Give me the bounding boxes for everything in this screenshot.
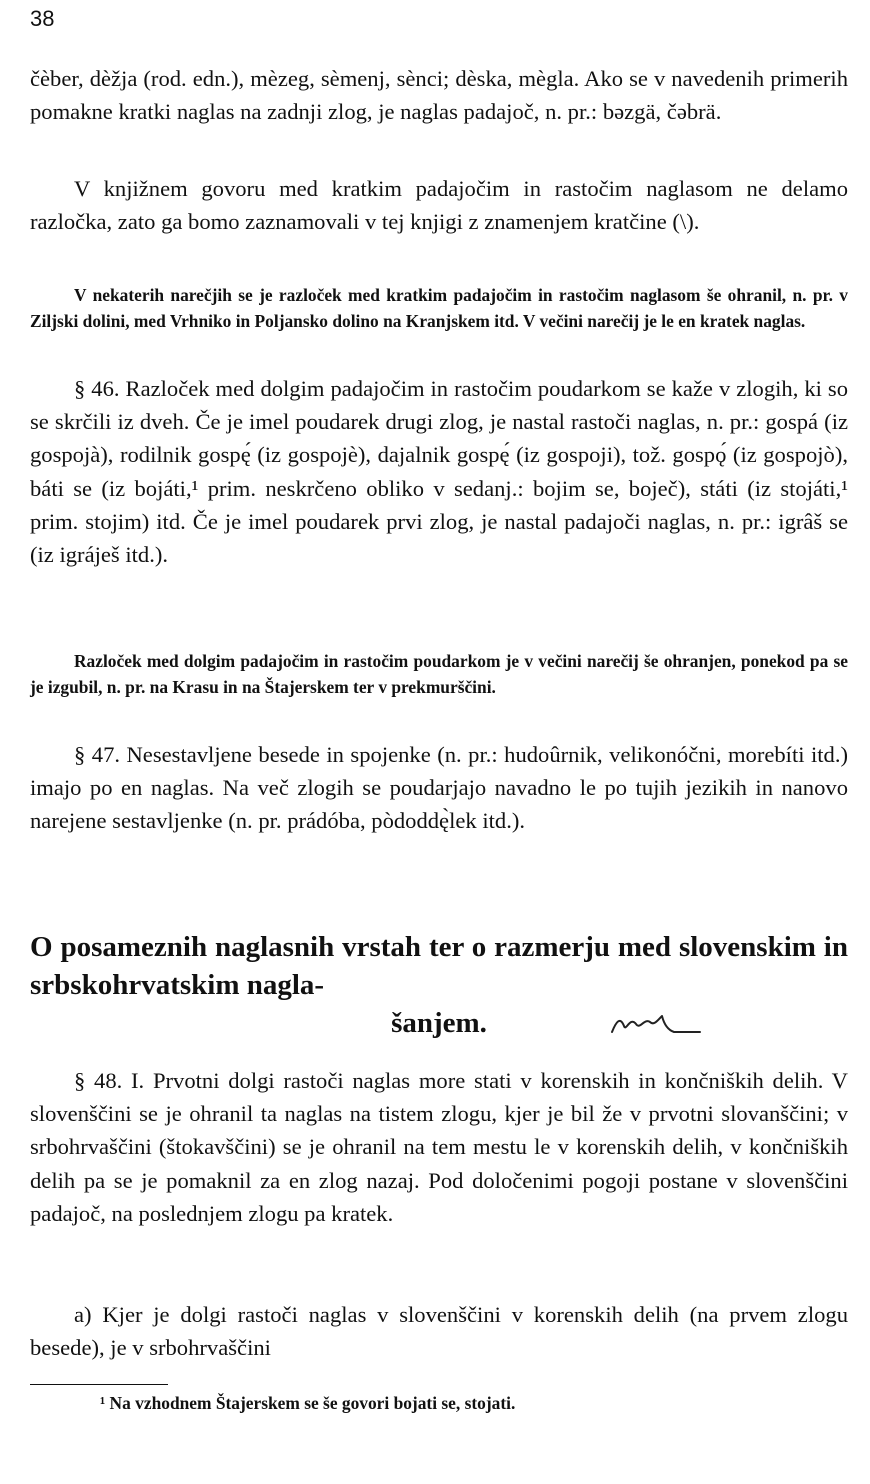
paragraph-1: čèber, dèžja (rod. edn.), mèzeg, sèmenj, sènci; dèska, mègla. Ako se v navedenih primerih pomakne kratki naglas na zadnji zlog, je naglas padajoč, n. pr.: bəzgä, čəbrä. [30,66,848,125]
section-heading-line-2: šanjem. [391,1007,487,1039]
small-note-2: Razloček med dolgim padajočim in rastočim poudarkom je v večini narečij še ohranjen, ponekod pa se je izgubil, n. pr. na Krasu in na Štajerskem ter v prekmurščini. [30,651,848,697]
paragraph-2: V knjižnem govoru med kratkim padajočim in rastočim naglasom ne delamo razločka, zato ga bomo zaznamovali v tej knjigi z znamenjem kratčine (\). [30,176,848,235]
paragraph-a: a) Kjer je dolgi rastoči naglas v slovenščini v korenskih delih (na prvem zlogu besede), je v srbohrvaščini [30,1302,848,1361]
section-heading [30,928,848,1042]
section-heading-line-1: O posameznih naglasnih vrstah ter o razmerju med slovenskim in srbskohrvatskim nagla- [30,931,848,1001]
handwritten-mark [608,1002,704,1038]
paragraph-section-48: § 48. I. Prvotni dolgi rastoči naglas more stati v korenskih in končniških delih. V slovenščini se je ohranil ta naglas na tistem zlogu, kjer je bil že v prvotni slovanščini; v srbohrvaščini (štokavščini) se je ohranil na tem mestu le v korenskih delih, v končniških delih pa se je pomaknil za en zlog nazaj. Pod določenimi pogoji postane v slovenščini padajoč, na poslednjem zlogu pa kratek. [30,1068,848,1226]
page-number: 38 [30,6,55,31]
small-note-1: V nekaterih narečjih se je razloček med kratkim padajočim in rastočim naglasom še ohranil, n. pr. v Ziljski dolini, med Vrhniko in Poljansko dolino na Kranjskem itd. V večini narečij je le en kratek naglas. [30,285,848,331]
paragraph-section-47: § 47. Nesestavljene besede in spojenke (n. pr.: hudoûrnik, velikonóčni, morebíti itd.) imajo po en naglas. Na več zlogih se poudarjajo navadno le po tujih jezikih in nanovo narejene sestavljenke (n. pr. prádóba, pòdoddę̀lek itd.). [30,742,848,834]
footnote: ¹ Na vzhodnem Štajerskem se še govori bojati se, stojati. [100,1393,516,1413]
footnote-divider [30,1384,168,1385]
paragraph-section-46: § 46. Razloček med dolgim padajočim in rastočim poudarkom se kaže v zlogih, ki so se skrčili iz dveh. Če je imel poudarek drugi zlog, je nastal rastoči naglas, n. pr.: gospá (iz gospojà), rodilnik gospę́ (iz gospojè), dajalnik gospę́ (iz gospoji), tož. gospǫ́ (iz gospojò), báti se (iz bojáti,¹ prim. neskrčeno obliko v sedanj.: bojim se, boječ), státi (iz stojáti,¹ prim. stojim) itd. Če je imel poudarek prvi zlog, je nastal padajoči naglas, n. pr.: igrâš se (iz igráješ itd.). [30,376,848,568]
